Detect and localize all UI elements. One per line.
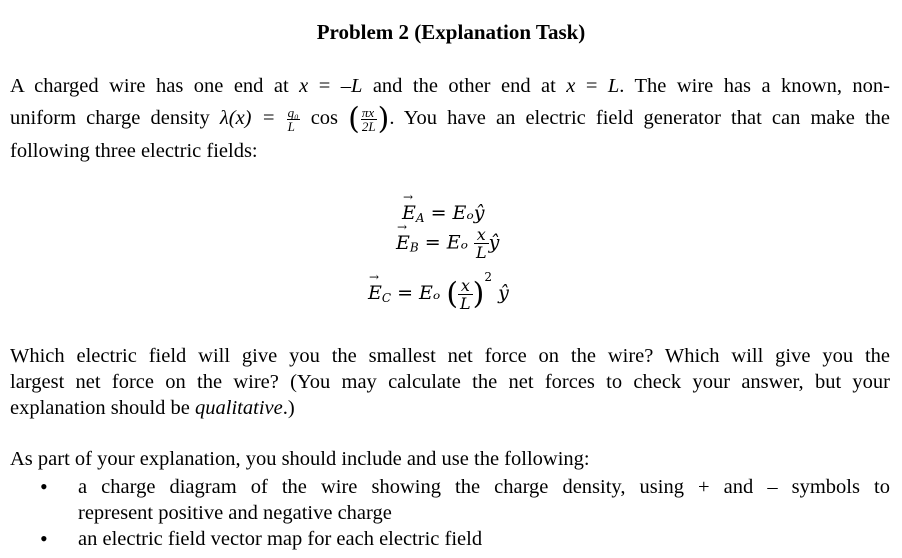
- intro-line-1: [10, 70, 890, 102]
- charge-density-symbol: λ(x) =: [219, 107, 286, 129]
- field-vector-symbol: → E: [368, 282, 382, 304]
- field-a-equation: [402, 202, 484, 225]
- bullet-icon: •: [40, 526, 48, 551]
- field-c-coefficient: = Eₒ: [391, 282, 441, 304]
- intro-text: uniform charge density: [10, 107, 220, 129]
- left-paren: (: [348, 101, 360, 137]
- intro-line-2: [10, 102, 890, 135]
- fraction-denominator: L: [475, 243, 487, 262]
- y-hat-unit-vector: ŷ: [488, 231, 500, 254]
- math-var: L: [350, 75, 363, 97]
- fraction-numerator: x: [474, 226, 489, 244]
- fraction-numerator: q₀: [287, 104, 299, 120]
- fraction-denominator: 2L: [361, 118, 376, 134]
- x-over-L-fraction: [474, 226, 489, 261]
- question-line-1: Which electric field will give you the smallest net force on the wire? Which will give you the: [10, 345, 890, 367]
- right-paren: ): [472, 276, 485, 312]
- field-vector-symbol: → E: [396, 232, 410, 254]
- field-subscript: C: [381, 291, 392, 305]
- question-paragraph: [10, 343, 890, 421]
- question-text: explanation should be: [10, 397, 196, 419]
- field-vector-symbol: → E: [402, 202, 416, 224]
- instructions-list: [40, 474, 890, 552]
- list-item: [40, 474, 890, 526]
- intro-line-3: following three electric fields:: [10, 140, 258, 163]
- list-item-line: represent positive and negative charge: [78, 502, 392, 524]
- question-text: .): [282, 397, 295, 419]
- y-hat-unit-vector: ŷ: [498, 282, 509, 304]
- fraction-denominator: L: [287, 118, 295, 134]
- math-var: L: [607, 75, 620, 97]
- intro-text: . The wire has a known, non-: [619, 75, 891, 97]
- intro-text: and the other end at: [362, 75, 567, 97]
- field-b-equation: [396, 226, 499, 261]
- x-over-L-fraction: [458, 277, 473, 312]
- left-paren: (: [446, 276, 459, 312]
- intro-text: . You have an electric field generator that can make the: [389, 107, 891, 129]
- intro-text: A charged wire has one end at: [10, 75, 300, 97]
- cos-function: cos: [300, 107, 349, 129]
- fraction-numerator: x: [458, 277, 473, 295]
- field-b-coefficient: = Eₒ: [418, 231, 468, 254]
- emphasis-qualitative: qualitative: [195, 397, 283, 419]
- fraction-numerator: πx: [361, 106, 377, 120]
- cos-argument-fraction: [361, 106, 377, 133]
- field-subscript: A: [415, 211, 425, 225]
- list-item-line: a charge diagram of the wire showing the charge density, using + and – symbols to: [78, 476, 890, 498]
- question-line-3: [10, 395, 890, 421]
- bullet-icon: •: [40, 474, 48, 499]
- exponent: 2: [484, 270, 493, 284]
- instructions-lead: As part of your explanation, you should include and use the following:: [10, 448, 590, 470]
- math-var: x: [299, 75, 309, 97]
- question-line-2: largest net force on the wire? (You may calculate the net forces to check your answer, but your: [10, 371, 890, 393]
- problem-title: Problem 2 (Explanation Task): [316, 20, 586, 44]
- field-a-rhs: = Eₒŷ: [424, 202, 485, 224]
- math-op: = –: [308, 75, 351, 97]
- math-op: =: [575, 75, 608, 97]
- fraction-denominator: L: [460, 293, 471, 313]
- q0-over-L-fraction: [287, 106, 300, 133]
- field-c-equation: [368, 270, 509, 312]
- intro-paragraph: [10, 70, 890, 167]
- list-item: [40, 526, 890, 552]
- right-paren: ): [377, 101, 390, 137]
- math-var: x: [566, 75, 576, 97]
- field-subscript: B: [409, 240, 419, 255]
- list-item-line: an electric field vector map for each electric field: [78, 528, 483, 550]
